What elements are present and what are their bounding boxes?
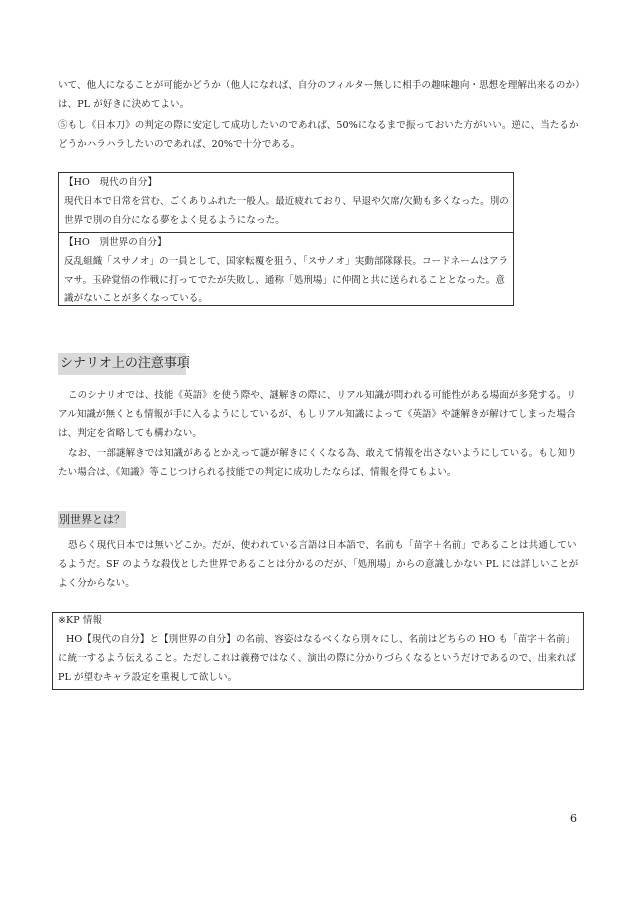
ho1-line-2: 世界で別の自分になる夢をよく見るようになった。 — [64, 215, 285, 226]
section2-heading: 別世界とは？ — [59, 513, 125, 526]
section2-line-2: るようだ。SF のような殺伐とした世界であることは分かるのだが、「処刑場」からの意識しかない PL には詳しいことが — [58, 559, 579, 570]
page-number: 6 — [570, 812, 577, 825]
ho1-line-1: 現代日本で日常を営む、ごくありふれた一般人。最近疲れており、早退や欠席/欠勤も多くなった。別の — [64, 196, 509, 207]
section1-line-4: なお、一部謎解きでは知識があるとかえって謎が解きにくくなる為、敢えて情報を出さないようにしている。もし知り — [68, 448, 577, 459]
section1-line-1: このシナリオでは、技能《英語》を使う際や、謎解きの際に、リアル知識が問われる可能性がある場面が多発する。リ — [68, 390, 577, 401]
intro-line-2: は、PL が好きに決めてよい。 — [58, 99, 190, 110]
section2-line-1: 恐らく現代日本では無いどこか。だが、使われている言語は日本語で、名前も「苗字＋名前」であることは共通してい — [68, 540, 577, 551]
ho2-title: 【HO 別世界の自分】 — [64, 237, 167, 248]
section2-line-3: よく分からない。 — [58, 578, 135, 589]
section1-line-5: たい場合は、《知識》等こじつけられる技能での判定に成功したならば、情報を得てもよい。 — [58, 467, 457, 478]
section1-heading: シナリオ上の注意事項 — [60, 356, 190, 371]
ho2-line-3: 識がないことが多くなっている。 — [64, 293, 209, 304]
intro-line-3: ⑤もし《日本刀》の判定の際に安定して成功したいのであれば、50%になるまで振っておいた方がいい。逆に、当たるか — [58, 120, 579, 131]
ho1-title: 【HO 現代の自分】 — [64, 177, 158, 188]
kp-info-line-2: に統一するよう伝えること。ただしこれは義務ではなく、演出の際に分かりづらくなるというだけであるので、出来れば — [58, 653, 577, 664]
section1-line-3: は、判定を省略しても構わない。 — [58, 428, 203, 439]
ho2-line-2: マサ。玉砕覚悟の作戦に打ってでたが失敗し、通称「処刑場」に仲間と共に送られることとなった。意 — [64, 275, 505, 286]
intro-line-4: どうかハラハラしたいのであれば、20%で十分である。 — [58, 139, 301, 150]
kp-info-line-1: HO【現代の自分】と【別世界の自分】の名前、容姿はなるべくなら別々にし、名前はどちらの HO も「苗字＋名前」 — [66, 634, 576, 645]
section1-line-2: アル知識が無くとも情報が手に入るようにしているが、もしリアル知識によって《英語》や謎解きが解けてしまった場合 — [58, 409, 576, 420]
kp-info-line-3: PL が望むキャラ設定を重視して欲しい。 — [58, 672, 238, 683]
kp-info-title: ※KP 情報 — [58, 615, 103, 626]
ho-box-divider — [58, 232, 514, 233]
ho2-line-1: 反乱組織「スサノオ」の一員として、国家転覆を狙う、「スサノオ」実動部隊隊長。コードネームはアラ — [64, 256, 509, 267]
intro-line-1: いて、他人になることが可能かどうか（他人になれば、自分のフィルター無しに相手の趣味趣向・思想を理解出来るのか） — [58, 80, 585, 91]
